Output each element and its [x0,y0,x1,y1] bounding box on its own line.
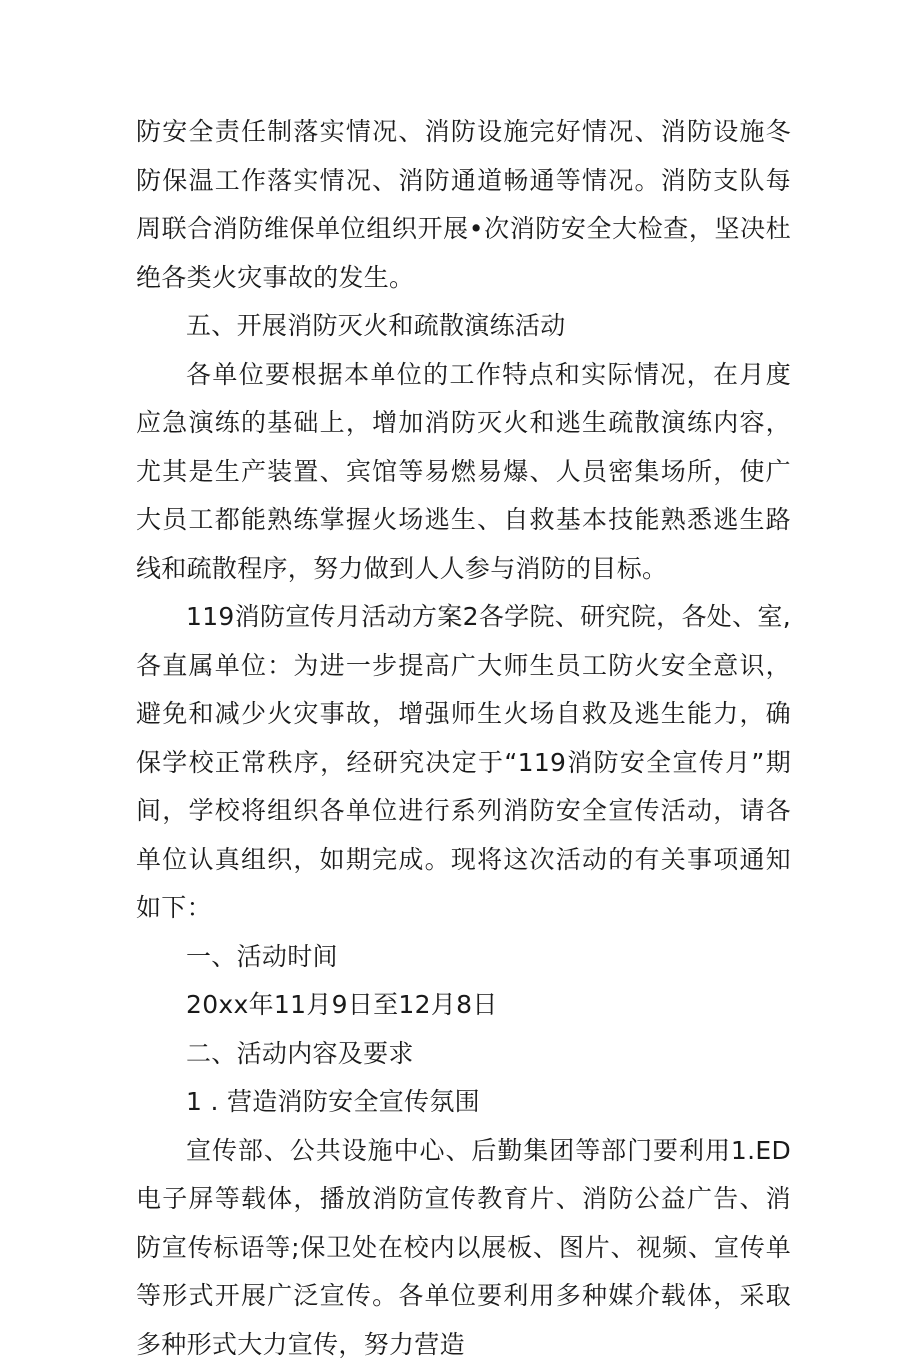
paragraph-plan-intro: 119消防宣传月活动方案2各学院、研究院，各处、室,各直属单位：为进一步提高广大师生员工防火安全意识，避免和减少火灾事故，增强师生火场自救及逃生能力，确保学校正常秩序，经研究决定于“119消防安全宣传月”期间，学校将组织各单位进行系列消防安全宣传活动，请各单位认真组织，如期完成。现将这次活动的有关事项通知如下： [136,593,791,933]
subheading-atmosphere: 1 . 营造消防安全宣传氛围 [136,1078,791,1127]
paragraph-drill: 各单位要根据本单位的工作特点和实际情况，在月度应急演练的基础上，增加消防灭火和逃生疏散演练内容，尤其是生产装置、宾馆等易燃易爆、人员密集场所，使广大员工都能熟练掌握火场逃生、自救基本技能熟悉逃生路线和疏散程序，努力做到人人参与消防的目标。 [136,351,791,594]
paragraph-continuation: 防安全责任制落实情况、消防设施完好情况、消防设施冬防保温工作落实情况、消防通道畅通等情况。消防支队每周联合消防维保单位组织开展•次消防安全大检查，坚决杜绝各类火灾事故的发生。 [136,108,791,302]
activity-date: 20xx年11月9日至12月8日 [136,981,791,1030]
section-heading-content: 二、活动内容及要求 [136,1030,791,1079]
document-body [136,108,791,1369]
section-heading-time: 一、活动时间 [136,933,791,982]
section-heading-five: 五、开展消防灭火和疏散演练活动 [136,302,791,351]
paragraph-publicity: 宣传部、公共设施中心、后勤集团等部门要利用1.ED电子屏等载体，播放消防宣传教育片、消防公益广告、消防宣传标语等;保卫处在校内以展板、图片、视频、宣传单等形式开展广泛宣传。各单位要利用多种媒介载体，采取多种形式大力宣传，努力营造 [136,1127,791,1369]
